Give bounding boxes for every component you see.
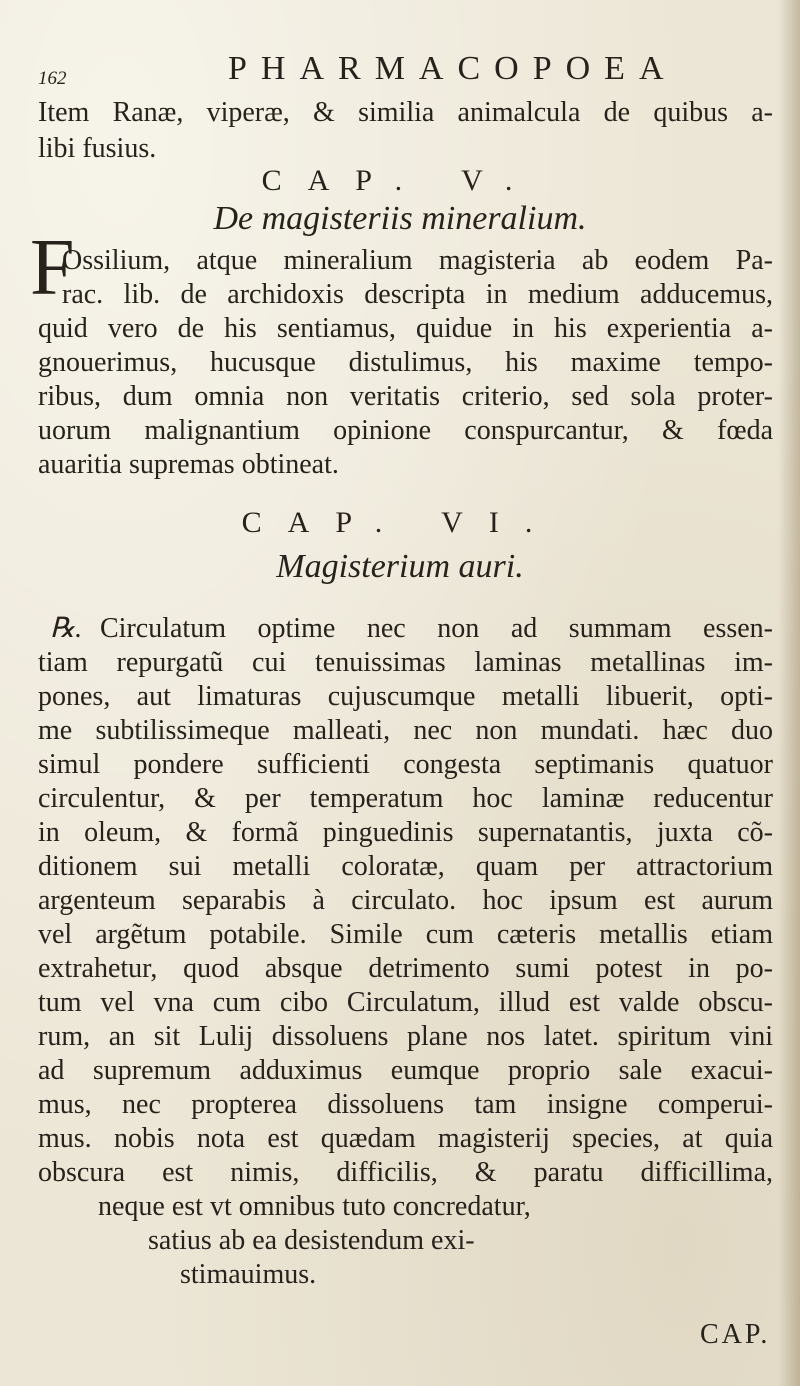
recipe-symbol: ℞.	[50, 613, 83, 644]
chapter5-line-4: gnouerimus, hucusque distulimus, his maxime tempo-	[38, 347, 773, 378]
chapter5-line-3: quid vero de his sentiamus, quidue in his experientia a-	[38, 313, 773, 344]
chapter5-dropcap: F	[30, 224, 75, 312]
chapter6-line-2: tiam repurgatũ cui tenuissimas laminas metallinas im-	[38, 647, 773, 678]
intro-line-2: libi fusius.	[38, 133, 157, 164]
chapter6-line-16: mus. nobis nota est quædam magisterij species, at quia	[38, 1123, 773, 1154]
chapter5-line-6: uorum malignantium opinione conspurcantur, & fœda	[38, 415, 773, 446]
chapter6-heading: CAP. VI.	[241, 506, 559, 539]
chapter6-line-18: neque est vt omnibus tuto concredatur,	[98, 1191, 531, 1222]
intro-line-1: Item Ranæ, viperæ, & similia animalcula de quibus a-	[38, 97, 773, 128]
chapter6-line-10: vel argẽtum potabile. Simile cum cæteris metallis etiam	[38, 919, 773, 950]
chapter6-line-7: in oleum, & formã pinguedinis supernatantis, juxta cõ-	[38, 817, 773, 848]
chapter6-line-4: me subtilissimeque malleati, nec non mundati. hæc duo	[38, 715, 773, 746]
page-header	[38, 50, 758, 90]
chapter6-line-8: ditionem sui metalli coloratæ, quam per attractorium	[38, 851, 773, 882]
chapter5-line-7: auaritia supremas obtineat.	[38, 449, 339, 480]
chapter5-heading: CAP. V.	[261, 164, 539, 197]
chapter6-line-13: rum, an sit Lulij dissoluens plane nos latet. spiritum vini	[38, 1021, 773, 1052]
chapter6-line-3: pones, aut limaturas cujuscumque metalli libuerit, opti-	[38, 681, 773, 712]
chapter6-line-15: mus, nec propterea dissoluens tam insigne comperui-	[38, 1089, 773, 1120]
chapter6-line-5: simul pondere sufficienti congesta septimanis quatuor	[38, 749, 773, 780]
chapter6-title: Magisterium auri.	[276, 548, 524, 585]
chapter6-line-11: extrahetur, quod absque detrimento sumi potest in po-	[38, 953, 773, 984]
chapter6-line-12: tum vel vna cum cibo Circulatum, illud est valde obscu-	[38, 987, 773, 1018]
chapter6-line-6: circulentur, & per temperatum hoc laminæ reducentur	[38, 783, 773, 814]
page-number: 162	[38, 68, 67, 89]
running-head: PHARMACOPOEA	[228, 50, 678, 87]
chapter6-line-14: ad supremum adduximus eumque proprio sale exacui-	[38, 1055, 773, 1086]
chapter6-symbol	[50, 612, 82, 646]
chapter6-line-9: argenteum separabis à circulato. hoc ipsum est aurum	[38, 885, 773, 916]
chapter6-line-20: stimauimus.	[180, 1259, 317, 1290]
chapter5-line-5: ribus, dum omnia non veritatis criterio, sed sola proter-	[38, 381, 773, 412]
chapter5-line-2: rac. lib. de archidoxis descripta in medium adducemus,	[62, 279, 773, 310]
chapter5-line-1: Ossilium, atque mineralium magisteria ab eodem Pa-	[62, 245, 773, 276]
chapter6-line-1: Circulatum optime nec non ad summam essen-	[100, 613, 773, 644]
catchword: CAP.	[700, 1319, 771, 1350]
chapter5-title: De magisteriis mineralium.	[213, 200, 587, 237]
chapter6-line-17: obscura est nimis, difficilis, & paratu difficillima,	[38, 1157, 773, 1188]
chapter6-line-19: satius ab ea desistendum exi-	[148, 1225, 475, 1256]
